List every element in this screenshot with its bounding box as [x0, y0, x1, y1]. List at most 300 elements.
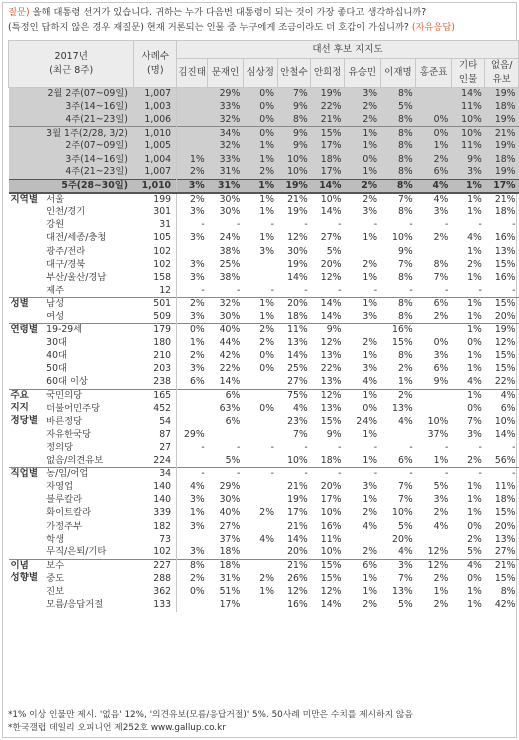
value-cell: 15%	[485, 297, 519, 310]
value-cell: 7%	[467, 415, 482, 427]
value-cell: -	[304, 219, 308, 231]
value-cell: 21%	[287, 481, 308, 493]
value-cell: 3%	[189, 310, 205, 322]
group-label	[9, 88, 45, 101]
value-cell: 6%	[344, 559, 380, 572]
value-cell: 0%	[259, 350, 275, 362]
row-label: 무직/은퇴/기타	[46, 546, 107, 558]
value-cell: 19%	[287, 258, 308, 270]
value-cell: -	[270, 441, 275, 453]
value-cell: 7%	[433, 271, 449, 283]
value-cell: -	[236, 219, 241, 231]
group-label	[9, 363, 45, 376]
value-cell: -	[338, 219, 342, 231]
value-cell: 0%	[416, 114, 452, 127]
value-cell	[243, 546, 277, 559]
value-cell: 2%	[362, 546, 378, 558]
value-cell: -	[444, 219, 449, 231]
sample-size: 1,006	[134, 114, 177, 127]
value-cell: 11%	[320, 533, 342, 545]
value-cell	[344, 324, 380, 337]
group-label: 이념	[9, 559, 45, 572]
question-line-1	[8, 6, 426, 20]
value-cell: 21%	[494, 193, 516, 205]
value-cell: 2%	[433, 310, 449, 322]
value-cell: 26%	[287, 572, 308, 584]
value-cell: 1%	[243, 153, 277, 166]
value-cell: 1%	[344, 166, 380, 179]
value-cell: 16%	[380, 324, 416, 337]
value-cell: 17%	[287, 507, 308, 519]
value-cell: 9%	[451, 153, 484, 166]
row-label: 30대	[46, 337, 67, 349]
value-cell: 31%	[208, 179, 244, 193]
group-label	[9, 507, 45, 520]
sample-size: 31	[134, 219, 177, 232]
value-cell: 3%	[467, 428, 482, 440]
value-cell: 13%	[287, 337, 308, 349]
table-row	[9, 481, 519, 494]
value-cell: 42%	[219, 350, 241, 362]
value-cell: 2%	[416, 153, 452, 166]
value-cell: 1%	[467, 206, 482, 218]
table-row	[9, 428, 519, 441]
question-line-2	[8, 21, 455, 35]
value-cell: 10%	[392, 232, 413, 244]
group-label	[9, 481, 45, 494]
value-cell: 3%	[433, 350, 449, 362]
value-cell: 8%	[380, 153, 416, 166]
value-cell: 33%	[208, 153, 244, 166]
value-cell	[243, 559, 277, 572]
value-cell: 21%	[485, 127, 519, 140]
value-cell: 30%	[219, 193, 241, 205]
value-cell: 14%	[287, 350, 308, 362]
value-cell: 15%	[494, 258, 516, 270]
value-cell: 3%	[433, 494, 449, 506]
value-cell: 3%	[362, 363, 378, 375]
value-cell: 2%	[177, 297, 208, 310]
value-cell: 1%	[467, 245, 482, 257]
value-cell: 1%	[467, 363, 482, 375]
value-cell: 8%	[397, 310, 413, 322]
value-cell: 6%	[189, 376, 205, 388]
value-cell: -	[236, 284, 241, 296]
results-body	[9, 88, 519, 612]
table-row	[9, 311, 519, 324]
table-row	[9, 193, 519, 206]
value-cell: 13%	[320, 376, 342, 388]
value-cell: -	[512, 284, 516, 296]
trend-row	[9, 114, 519, 127]
sample-size: 27	[134, 441, 177, 454]
sample-size: 288	[134, 572, 177, 585]
group-label: 성별	[9, 297, 45, 310]
value-cell: -	[236, 441, 241, 453]
group-label	[9, 206, 45, 219]
row-label: 모름/응답거절	[46, 599, 104, 611]
value-cell: 12%	[320, 271, 342, 283]
row-label: 자유한국당	[46, 428, 92, 440]
header-group: 대선 후보 지지도	[177, 41, 519, 59]
group-label	[9, 585, 45, 598]
value-cell: 14%	[320, 599, 342, 611]
value-cell: 4%	[416, 179, 452, 193]
value-cell: 8%	[380, 114, 416, 127]
value-cell: 14%	[287, 271, 308, 283]
value-cell: -	[416, 468, 452, 481]
value-cell: 2%	[467, 454, 482, 466]
value-cell: 2%	[433, 572, 449, 584]
row-label: 인천/경기	[46, 206, 86, 218]
group-label	[9, 441, 45, 454]
value-cell: 11%	[277, 324, 311, 337]
value-cell: 25%	[287, 363, 308, 375]
value-cell: 27%	[287, 376, 308, 388]
value-cell: -	[444, 284, 449, 296]
value-cell: 14%	[451, 88, 484, 101]
value-cell: 13%	[494, 533, 516, 545]
row-label: 5주(28~30일)	[44, 179, 134, 193]
value-cell: 20%	[392, 533, 413, 545]
value-cell: 6%	[208, 389, 244, 402]
table-row	[9, 363, 519, 376]
value-cell: 20%	[277, 297, 311, 310]
sample-size: 1,003	[134, 101, 177, 114]
value-cell: 4%	[362, 520, 378, 532]
value-cell: 63%	[219, 402, 241, 414]
free-response-tag: (자유응답)	[408, 22, 455, 33]
value-cell: 4%	[467, 376, 482, 388]
value-cell: 3%	[189, 363, 205, 375]
value-cell: 8%	[397, 350, 413, 362]
value-cell: 12%	[427, 546, 449, 558]
value-cell: 1%	[362, 494, 378, 506]
value-cell: 3%	[362, 310, 378, 322]
value-cell: 24%	[219, 232, 241, 244]
value-cell: 13%	[392, 586, 413, 598]
row-label: 학생	[46, 533, 65, 545]
value-cell: 2%	[344, 179, 380, 193]
table-row	[9, 585, 519, 598]
value-cell: 2%	[344, 101, 380, 114]
value-cell: -	[373, 219, 378, 231]
sample-size: 238	[134, 376, 177, 389]
table-row	[9, 350, 519, 363]
value-cell	[380, 428, 416, 441]
group-label	[9, 179, 45, 193]
value-cell: 8%	[380, 297, 416, 310]
value-cell: 3%	[189, 520, 205, 532]
value-cell: -	[485, 468, 519, 481]
value-cell: 15%	[494, 363, 516, 375]
sample-size: 452	[134, 402, 177, 415]
value-cell: -	[277, 468, 311, 481]
value-cell: 1%	[416, 140, 452, 153]
table-row	[9, 494, 519, 507]
group-label	[9, 166, 45, 179]
value-cell: -	[201, 441, 205, 453]
value-cell: 33%	[208, 101, 244, 114]
value-cell: 9%	[397, 245, 413, 257]
value-cell: 4%	[397, 546, 413, 558]
value-cell: 29%	[219, 481, 241, 493]
value-cell: 19%	[485, 114, 519, 127]
value-cell: 3%	[177, 179, 208, 193]
value-cell: 1%	[362, 428, 378, 440]
table-row	[9, 507, 519, 520]
value-cell: 3%	[189, 258, 205, 270]
value-cell: 14%	[287, 533, 308, 545]
row-label: 2주(07~09일)	[44, 140, 134, 153]
value-cell: 18%	[494, 206, 516, 218]
value-cell: 9%	[311, 324, 345, 337]
value-cell	[177, 455, 208, 468]
value-cell: 10%	[320, 507, 342, 519]
row-label: 보수	[44, 559, 134, 572]
value-cell: 15%	[392, 337, 413, 349]
group-label: 성향별	[10, 572, 39, 584]
value-cell	[243, 455, 277, 468]
value-cell: -	[304, 284, 308, 296]
row-label: 50대	[46, 363, 67, 375]
value-cell: 17%	[320, 494, 342, 506]
row-label: 부산/울산/경남	[46, 271, 107, 283]
value-cell	[243, 481, 277, 494]
value-cell: 27%	[219, 520, 241, 532]
value-cell: 7%	[397, 481, 413, 493]
value-cell: 1%	[362, 271, 378, 283]
value-cell: 0%	[433, 337, 449, 349]
row-label: 4주(21~23일)	[44, 166, 134, 179]
value-cell	[177, 140, 208, 153]
value-cell: 1%	[467, 494, 482, 506]
sample-size: 102	[134, 546, 177, 559]
sample-size: 1,007	[134, 88, 177, 101]
row-label: 3주(14~16일)	[44, 101, 134, 114]
header-none-sub: 유보	[492, 74, 511, 85]
table-row	[9, 546, 519, 559]
trend-row	[9, 166, 519, 179]
value-cell	[243, 599, 277, 612]
value-cell	[416, 389, 452, 402]
value-cell: 31%	[219, 572, 241, 584]
value-cell	[243, 520, 277, 533]
table-row	[9, 520, 519, 533]
row-label: 대구/경북	[46, 258, 86, 270]
value-cell: 2%	[189, 350, 205, 362]
value-cell: 2%	[177, 166, 208, 179]
value-cell: 1%	[467, 586, 482, 598]
value-cell: 10%	[494, 415, 516, 427]
value-cell: 37%	[427, 428, 449, 440]
table-row	[9, 376, 519, 389]
row-label: 제주	[46, 284, 65, 296]
value-cell: 8%	[380, 166, 416, 179]
value-cell: -	[243, 468, 277, 481]
value-cell: 1%	[467, 350, 482, 362]
value-cell	[177, 88, 208, 101]
sample-size: 102	[134, 258, 177, 271]
value-cell	[243, 415, 277, 428]
header-candidate-2: 심상정	[243, 59, 277, 88]
group-label: 직업별	[9, 468, 45, 481]
value-cell: 1%	[243, 297, 277, 310]
value-cell: -	[270, 219, 275, 231]
value-cell: 15%	[494, 350, 516, 362]
value-cell: 23%	[287, 415, 308, 427]
value-cell: 8%	[500, 586, 516, 598]
value-cell: 32%	[208, 140, 244, 153]
value-cell: 1%	[467, 271, 482, 283]
value-cell: 9%	[277, 140, 311, 153]
value-cell: -	[478, 441, 482, 453]
header-other-sub: 인물	[458, 74, 478, 85]
table-row	[9, 297, 519, 310]
group-label: 지지	[10, 402, 29, 414]
row-label: 정의당	[46, 441, 74, 453]
value-cell: 8%	[397, 206, 413, 218]
value-cell: 15%	[311, 559, 345, 572]
table-row	[9, 441, 519, 454]
row-label: 4주(21~23일)	[44, 114, 134, 127]
group-label	[9, 520, 45, 533]
value-cell: 19%	[485, 166, 519, 179]
value-cell: 1%	[362, 350, 378, 362]
value-cell: 0%	[189, 586, 205, 598]
trend-row	[9, 88, 519, 101]
value-cell: 4%	[433, 520, 449, 532]
value-cell: -	[270, 284, 275, 296]
value-cell: 15%	[320, 572, 342, 584]
row-label: 2월 2주(07~09일)	[44, 88, 134, 101]
value-cell: 17%	[219, 599, 241, 611]
value-cell: 18%	[287, 310, 308, 322]
row-label: 19-29세	[44, 324, 134, 337]
group-label	[9, 127, 45, 140]
row-label: 40대	[46, 350, 67, 362]
value-cell: 2%	[189, 193, 205, 205]
value-cell: 16%	[287, 599, 308, 611]
value-cell: 17%	[485, 179, 519, 193]
row-label: 국민의당	[44, 389, 134, 402]
value-cell: 10%	[320, 546, 342, 558]
value-cell	[177, 114, 208, 127]
group-label	[9, 350, 45, 363]
value-cell: 14%	[311, 179, 345, 193]
value-cell	[243, 428, 277, 441]
value-cell: 1%	[451, 324, 484, 337]
value-cell: 12%	[287, 586, 308, 598]
value-cell: 5%	[397, 599, 413, 611]
value-cell: 9%	[277, 127, 311, 140]
value-cell	[208, 428, 244, 441]
sample-size: 501	[134, 297, 177, 310]
value-cell: 10%	[451, 127, 484, 140]
value-cell: 1%	[344, 127, 380, 140]
value-cell: 10%	[320, 193, 342, 205]
table-row	[9, 271, 519, 284]
sample-size: 1,005	[134, 140, 177, 153]
value-cell: 4%	[397, 415, 413, 427]
value-cell: 25%	[219, 258, 241, 270]
value-cell: 1%	[467, 310, 482, 322]
value-cell: 21%	[287, 193, 308, 205]
value-cell: -	[373, 441, 378, 453]
value-cell: 2%	[397, 363, 413, 375]
group-label: 주요	[9, 389, 45, 402]
question-tag: 질문)	[8, 7, 30, 18]
value-cell: 1%	[243, 179, 277, 193]
group-label	[9, 311, 45, 324]
value-cell: 2%	[344, 114, 380, 127]
row-label: 3주(14~16일)	[44, 153, 134, 166]
value-cell: 1%	[362, 454, 378, 466]
value-cell	[177, 127, 208, 140]
value-cell: 1%	[344, 140, 380, 153]
question-text-2: (특정인 답하지 않은 경우 재질문) 현재 거론되는 인물 중 누구에게 조금이라도 더 호감이 가십니까?	[8, 22, 409, 33]
value-cell: 8%	[380, 88, 416, 101]
sample-size: 54	[134, 415, 177, 428]
sample-size: 301	[134, 206, 177, 219]
value-cell: 0%	[243, 114, 277, 127]
table-row	[9, 206, 519, 219]
value-cell: 19%	[485, 140, 519, 153]
value-cell: 51%	[219, 586, 241, 598]
results-table	[8, 40, 519, 612]
value-cell: 75%	[277, 389, 311, 402]
value-cell: -	[409, 219, 413, 231]
value-cell: 15%	[494, 572, 516, 584]
table-row	[9, 258, 519, 271]
value-cell	[177, 599, 208, 612]
value-cell: -	[409, 441, 413, 453]
sample-size: 165	[134, 389, 177, 402]
sample-size: 73	[134, 533, 177, 546]
value-cell: 1%	[467, 481, 482, 493]
value-cell	[177, 402, 208, 415]
value-cell: 1%	[467, 507, 482, 519]
value-cell: 40%	[208, 324, 244, 337]
value-cell: 0%	[344, 153, 380, 166]
value-cell: 17%	[311, 140, 345, 153]
sample-size: 509	[134, 311, 177, 324]
value-cell: 20%	[287, 546, 308, 558]
value-cell: 7%	[397, 494, 413, 506]
value-cell: -	[373, 284, 378, 296]
value-cell: 1%	[362, 572, 378, 584]
value-cell	[344, 533, 380, 546]
footnote-1: *1% 이상 인물만 제시. '없음' 12%, '의견유보(모름/응답거절)' 5%. 50사례 미만은 수치를 제시하지 않음	[8, 710, 413, 720]
value-cell: 2%	[259, 337, 275, 349]
value-cell: 18%	[494, 494, 516, 506]
value-cell: 13%	[494, 245, 516, 257]
value-cell: 8%	[177, 559, 208, 572]
value-cell: 22%	[219, 363, 241, 375]
value-cell: 1%	[259, 232, 275, 244]
value-cell: 4%	[433, 193, 449, 205]
header-sample-sub: (명)	[146, 65, 164, 76]
value-cell: -	[478, 219, 482, 231]
row-label: 서울	[46, 193, 65, 205]
value-cell: 10%	[287, 454, 308, 466]
header-none: 없음/	[490, 60, 513, 71]
value-cell: 4%	[467, 232, 482, 244]
value-cell: 3%	[362, 481, 378, 493]
row-label: 화이트칼라	[46, 507, 92, 519]
value-cell: 3%	[362, 206, 378, 218]
value-cell: 6%	[225, 415, 241, 427]
